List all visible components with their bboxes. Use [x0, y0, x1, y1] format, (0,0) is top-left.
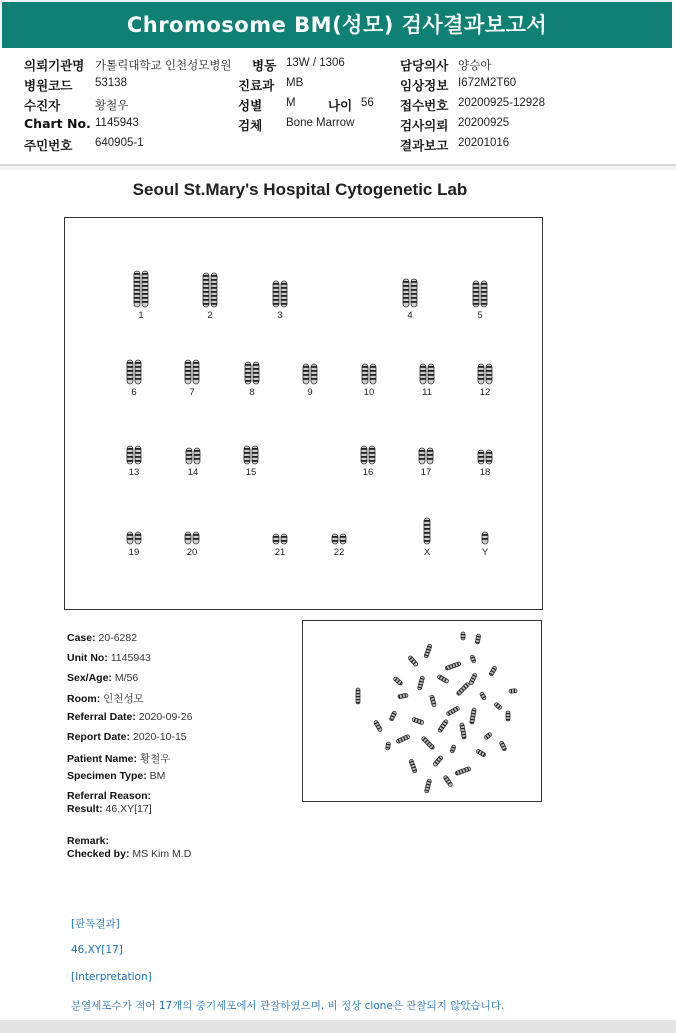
metaphase-chromosome — [408, 655, 419, 667]
metaphase-chromosome — [437, 719, 448, 733]
report-title: Chromosome BM(성모) 검사결과보고서 — [2, 2, 672, 48]
metaphase-chromosome — [389, 711, 397, 722]
report-date-field: Report Date: 2020-10-15 — [67, 731, 187, 743]
chromosome-19 — [123, 531, 145, 545]
chromosome-8 — [241, 361, 263, 385]
chromosome-label-20: 20 — [186, 547, 198, 558]
metaphase-chromosome — [409, 759, 418, 774]
institution-value: 가톨릭대학교 인천성모병원 — [95, 60, 232, 72]
sex-value: M — [286, 97, 296, 109]
ward-value: 13W / 1306 — [286, 57, 345, 69]
metaphase-image — [302, 620, 542, 802]
metaphase-chromosome — [476, 749, 487, 757]
chromosome-11 — [416, 363, 438, 385]
receipt-value: 20200925-12928 — [458, 97, 545, 109]
institution-label: 의뢰기관명 — [24, 58, 85, 73]
metaphase-spread-image — [303, 621, 541, 801]
chromosome-9 — [299, 363, 321, 385]
chromosome-1 — [130, 270, 152, 308]
chart-label: Chart No. — [24, 116, 91, 131]
result-field: Result: 46,XY[17] — [67, 803, 152, 815]
report-date-label: 결과보고 — [400, 138, 449, 153]
metaphase-chromosome — [373, 720, 382, 732]
chromosome-label-Y: Y — [481, 547, 489, 558]
chart-value: 1145943 — [95, 117, 139, 129]
window-edge — [672, 0, 676, 48]
chromosome-label-9: 9 — [307, 387, 313, 398]
metaphase-chromosome — [437, 674, 449, 683]
metaphase-chromosome — [417, 676, 424, 691]
interpretation-section-label: [판독결과] — [71, 918, 120, 930]
metaphase-chromosome — [494, 702, 503, 710]
dept-label: 진료과 — [238, 78, 275, 93]
metaphase-chromosome — [433, 755, 444, 767]
chromosome-label-15: 15 — [245, 467, 257, 478]
chromosome-17 — [415, 447, 437, 465]
metaphase-chromosome — [506, 711, 510, 721]
karyotype-report — [0, 170, 676, 1020]
interpretation-text: 분열세포수가 적어 17개의 중기세포에서 관찰하였으며, 비 정상 clone은 관찰되지 않았습니다. — [71, 1000, 505, 1012]
id-number-value: 640905-1 — [95, 137, 144, 149]
chromosome-label-10: 10 — [363, 387, 375, 398]
chromosome-label-12: 12 — [479, 387, 491, 398]
chromosome-21 — [269, 533, 291, 545]
metaphase-chromosome — [450, 745, 456, 754]
metaphase-chromosome — [455, 766, 471, 775]
dept-value: MB — [286, 77, 304, 89]
chromosome-label-18: 18 — [479, 467, 491, 478]
specimen-value: Bone Marrow — [286, 117, 355, 129]
chromosome-16 — [357, 445, 379, 465]
chromosome-label-13: 13 — [128, 467, 140, 478]
metaphase-chromosome — [499, 741, 507, 752]
metaphase-chromosome — [489, 666, 497, 677]
metaphase-chromosome — [470, 655, 476, 664]
metaphase-chromosome — [412, 717, 425, 725]
age-label: 나이 — [328, 98, 353, 113]
metaphase-chromosome — [396, 734, 410, 744]
chromosome-label-8: 8 — [249, 387, 255, 398]
metaphase-chromosome — [446, 706, 460, 716]
chromosome-18 — [474, 449, 496, 465]
sex-label: 성별 — [238, 98, 263, 113]
metaphase-chromosome — [479, 692, 486, 701]
chromosome-label-16: 16 — [362, 467, 374, 478]
chromosome-label-11: 11 — [422, 387, 432, 398]
chromosome-2 — [199, 272, 221, 308]
age-value: 56 — [361, 97, 374, 109]
patient-info-panel — [0, 48, 676, 166]
chromosome-10 — [358, 363, 380, 385]
room-field: Room: 인천성모 — [67, 693, 144, 705]
referral-date-field: Referral Date: 2020-09-26 — [67, 711, 193, 723]
metaphase-chromosome — [430, 695, 437, 708]
doctor-value: 양승아 — [458, 60, 492, 72]
chromosome-3 — [269, 280, 291, 308]
referral-reason-field: Referral Reason: — [67, 790, 152, 802]
metaphase-chromosome — [484, 732, 493, 740]
sexage-field: Sex/Age: M/56 — [67, 672, 139, 684]
hospital-code-label: 병원코드 — [24, 78, 73, 93]
request-value: 20200925 — [458, 117, 510, 129]
metaphase-chromosome — [424, 644, 433, 659]
receipt-label: 접수번호 — [400, 98, 449, 113]
chromosome-13 — [123, 445, 145, 465]
bottom-strip — [0, 1020, 676, 1033]
chromosome-label-17: 17 — [420, 467, 432, 478]
metaphase-chromosome — [385, 742, 390, 751]
chromosome-label-X: X — [423, 547, 431, 558]
metaphase-chromosome — [356, 688, 360, 704]
chromosome-14 — [182, 447, 204, 465]
chromosome-label-19: 19 — [128, 547, 140, 558]
metaphase-chromosome — [456, 682, 470, 696]
patient-value: 황철우 — [95, 100, 129, 112]
metaphase-chromosome — [460, 723, 467, 739]
remark-field: Remark: — [67, 835, 110, 847]
chromosome-label-7: 7 — [189, 387, 195, 398]
clinical-info-value: I672M2T60 — [458, 77, 517, 89]
metaphase-chromosome — [445, 661, 461, 670]
id-number-label: 주민번호 — [24, 138, 73, 153]
report-date-value: 20201016 — [458, 137, 510, 149]
metaphase-chromosome — [470, 708, 477, 724]
chromosome-X — [416, 517, 438, 545]
chromosome-label-22: 22 — [333, 547, 345, 558]
karyotype-result: 46,XY[17] — [71, 944, 123, 956]
specimen-label: 검체 — [238, 118, 263, 133]
chromosome-label-1: 1 — [138, 310, 144, 321]
checked-by-field: Checked by: MS Kim M.D — [67, 848, 192, 860]
chromosome-22 — [328, 533, 350, 545]
metaphase-chromosome — [398, 693, 409, 699]
request-label: 검사의뢰 — [400, 118, 449, 133]
case-field: Case: 20-6282 — [67, 632, 138, 644]
metaphase-chromosome — [421, 736, 435, 750]
chromosome-label-2: 2 — [207, 310, 213, 321]
specimen-type-field: Specimen Type: BM — [67, 770, 166, 782]
chromosome-Y — [474, 531, 496, 545]
chromosome-label-14: 14 — [187, 467, 199, 478]
chromosome-7 — [181, 359, 203, 385]
patient-label: 수진자 — [24, 98, 61, 113]
chromosome-6 — [123, 359, 145, 385]
lab-title: Seoul St.Mary's Hospital Cytogenetic Lab — [132, 180, 468, 199]
metaphase-chromosome — [475, 634, 481, 645]
doctor-label: 담당의사 — [400, 58, 449, 73]
chromosome-15 — [240, 445, 262, 465]
metaphase-chromosome — [469, 673, 478, 686]
karyogram — [64, 217, 543, 610]
chromosome-label-4: 4 — [407, 310, 413, 321]
chromosome-label-5: 5 — [477, 310, 483, 321]
chromosome-20 — [181, 531, 203, 545]
ward-label: 병동 — [252, 58, 277, 73]
chromosome-label-21: 21 — [274, 547, 286, 558]
chromosome-12 — [474, 363, 496, 385]
metaphase-chromosome — [509, 689, 517, 694]
hospital-code-value: 53138 — [95, 77, 127, 89]
metaphase-chromosome — [461, 632, 465, 640]
patient-name-field: Patient Name: 황철우 — [67, 753, 171, 765]
chromosome-5 — [469, 280, 491, 308]
chromosome-label-3: 3 — [277, 310, 283, 321]
metaphase-chromosome — [443, 775, 453, 787]
metaphase-chromosome — [393, 676, 403, 685]
metaphase-chromosome — [424, 779, 431, 794]
clinical-info-label: 임상정보 — [400, 78, 449, 93]
chromosome-4 — [399, 278, 421, 308]
interpretation-label: [Interpretation] — [71, 971, 152, 983]
unit-field: Unit No: 1145943 — [67, 652, 151, 664]
chromosome-label-6: 6 — [131, 387, 137, 398]
